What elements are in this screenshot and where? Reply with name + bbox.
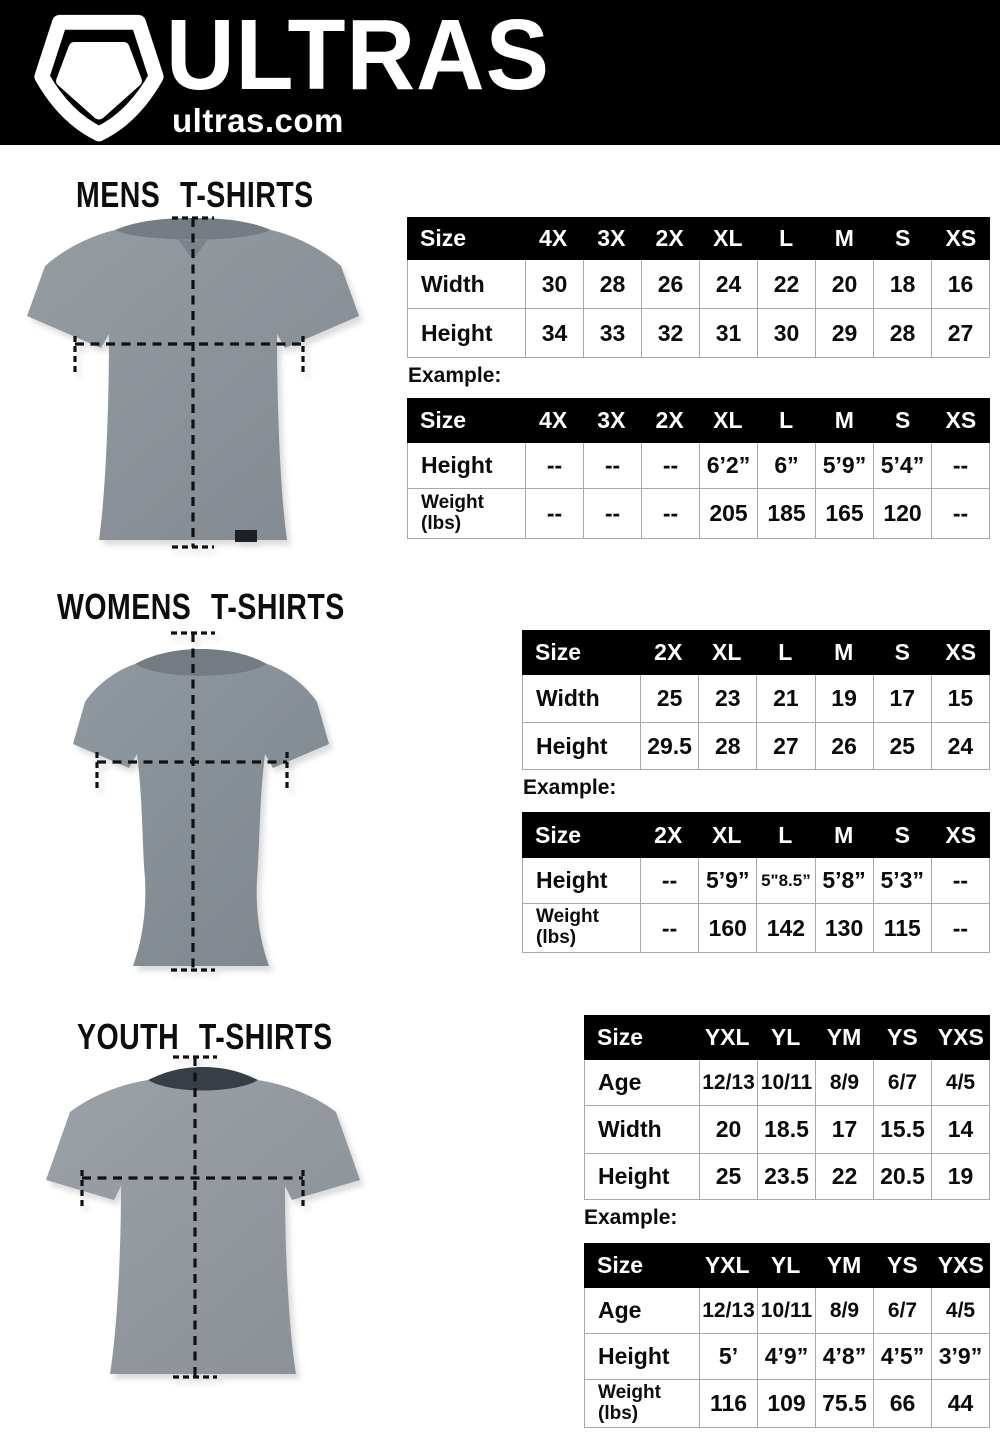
table-cell: -- [526,443,583,488]
youth-example-table-header [584,1243,990,1288]
table-cell: 8/9 [816,1288,873,1333]
column-header: YS [887,1024,918,1050]
table-cell: 4’5” [874,1334,931,1379]
mens-tshirt-image [12,210,390,558]
table-cell: 130 [816,904,873,952]
table-cell: -- [642,443,699,488]
mens-size-table-header [407,217,990,260]
womens-example-table [522,812,990,953]
youth-size-table [584,1015,990,1200]
table-cell: 25 [874,723,931,769]
womens-tshirt-image [45,628,357,978]
table-cell: 205 [700,489,757,538]
womens-size-table-body [522,675,990,770]
table-cell: 33 [584,309,641,357]
table-cell: 22 [758,260,815,308]
table-cell: 30 [526,260,583,308]
table-cell: 26 [816,723,873,769]
row-label-line1: Weight [421,491,484,513]
column-header: YS [887,1252,918,1278]
table-cell: 20 [816,260,873,308]
youth-tshirt-image [10,1050,400,1390]
table-cell: -- [932,443,989,488]
table-cell: 28 [874,309,931,357]
table-cell: 44 [932,1380,989,1427]
table-cell: 5’3” [874,858,931,903]
table-cell: 6/7 [874,1060,931,1105]
row-label-line2: (lbs) [421,512,462,534]
column-header: 3X [597,225,626,251]
column-header: M [834,821,854,848]
column-header: XS [945,225,977,251]
table-cell: -- [932,858,989,903]
table-cell: 120 [874,489,931,538]
table-cell: 4/5 [932,1288,989,1333]
table-cell: -- [526,489,583,538]
column-header: S [894,225,911,251]
column-header: M [834,225,854,251]
table-cell: 6’2” [700,443,757,488]
pentagon-shield-icon [30,6,168,142]
row-label [408,489,525,538]
table-cell: 12/13 [700,1060,757,1105]
column-header: YM [826,1024,862,1050]
table-cell: 75.5 [816,1380,873,1427]
table-cell: 8/9 [816,1060,873,1105]
table-cell: 12/13 [700,1288,757,1333]
womens-example-label: Example: [523,776,617,799]
table-cell: 5’9” [816,443,873,488]
womens-size-table [522,630,990,770]
table-cell: 15.5 [874,1106,931,1153]
table-cell: 14 [932,1106,989,1153]
header-bar [0,0,1000,145]
mens-example-table [407,398,990,539]
table-cell: 30 [758,309,815,357]
column-header: XL [712,821,742,848]
youth-tshirt-body [46,1067,360,1374]
table-cell: -- [641,858,698,903]
womens-tshirt-body [73,649,329,966]
column-header: L [778,821,793,848]
row-label: Height [585,1334,699,1379]
column-header: 4X [539,407,568,433]
table-cell: 66 [874,1380,931,1427]
table-cell: 20 [700,1106,757,1153]
table-cell: 32 [642,309,699,357]
table-cell: 23 [699,675,756,722]
table-cell: 185 [758,489,815,538]
youth-size-table-body [584,1060,990,1200]
column-header: 4X [539,225,568,251]
column-header: Size [420,407,467,433]
column-header: 2X [655,225,684,251]
column-header: 2X [654,639,683,665]
column-header: Size [597,1252,644,1278]
youth-size-table-header [584,1015,990,1060]
table-cell: 4/5 [932,1060,989,1105]
row-label: Width [408,260,525,308]
column-header: Size [597,1024,644,1050]
table-cell: 25 [641,675,698,722]
table-cell: 23.5 [758,1154,815,1199]
table-cell: 34 [526,309,583,357]
column-header: M [834,639,854,665]
column-header: S [894,407,911,433]
row-label: Age [585,1060,699,1105]
table-cell: -- [932,489,989,538]
table-cell: 25 [700,1154,757,1199]
row-label: Height [585,1154,699,1199]
column-header: Size [535,821,582,848]
table-cell: 6” [758,443,815,488]
table-cell: 17 [874,675,931,722]
table-cell: 4’8” [816,1334,873,1379]
table-cell: 115 [874,904,931,952]
column-header: YL [770,1252,801,1278]
table-cell: 28 [584,260,641,308]
column-header: YXS [937,1252,984,1278]
table-cell: 5’9” [699,858,756,903]
mens-example-table-header [407,398,990,443]
column-header: XS [945,639,977,665]
column-header: L [779,407,794,433]
table-cell: -- [641,904,698,952]
column-header: YL [770,1024,801,1050]
row-label: Width [523,675,640,722]
column-header: YXL [704,1024,750,1050]
table-cell: 10/11 [758,1060,815,1105]
youth-section-title: YOUTH T-SHIRTS [77,1018,333,1058]
womens-size-table-header [522,630,990,675]
row-label: Width [585,1106,699,1153]
table-cell: 20.5 [874,1154,931,1199]
row-label: Age [585,1288,699,1333]
table-cell: 26 [642,260,699,308]
mens-size-table [407,217,990,358]
column-header: 3X [597,407,626,433]
womens-section-title: WOMENS T-SHIRTS [57,588,345,628]
column-header: M [834,407,854,433]
youth-example-table [584,1243,990,1428]
table-cell: 5"8.5” [757,858,814,903]
table-cell: 24 [932,723,989,769]
table-cell: 15 [932,675,989,722]
row-label-line1: Weight [536,906,599,928]
table-cell: 3’9” [932,1334,989,1379]
table-cell: 19 [932,1154,989,1199]
row-label: Height [523,858,640,903]
column-header: XS [945,407,977,433]
mens-example-table-body [407,443,990,539]
table-cell: 29 [816,309,873,357]
column-header: 2X [655,407,684,433]
table-cell: 5’ [700,1334,757,1379]
table-cell: 28 [699,723,756,769]
column-header: YXS [937,1024,984,1050]
table-cell: 29.5 [641,723,698,769]
column-header: Size [535,639,582,665]
row-label: Height [408,309,525,357]
table-cell: -- [584,489,641,538]
column-header: L [779,225,794,251]
table-cell: 16 [932,260,989,308]
table-cell: 22 [816,1154,873,1199]
table-cell: 31 [700,309,757,357]
table-cell: 116 [700,1380,757,1427]
column-header: YXL [704,1252,750,1278]
row-label-line1: Weight [598,1381,661,1403]
table-cell: 4’9” [758,1334,815,1379]
column-header: 2X [654,821,683,848]
youth-example-label: Example: [584,1206,678,1229]
table-cell: 5’8” [816,858,873,903]
column-header: Size [420,225,467,251]
table-cell: 24 [700,260,757,308]
mens-example-label: Example: [408,364,502,387]
column-header: L [778,639,793,665]
table-cell: 160 [699,904,756,952]
column-header: XL [712,639,742,665]
table-cell: 142 [757,904,814,952]
mens-section-title: MENS T-SHIRTS [76,176,314,216]
table-cell: 18.5 [758,1106,815,1153]
table-cell: 27 [757,723,814,769]
row-label [523,904,640,952]
brand-name: ULTRAS [166,0,550,111]
table-cell: -- [642,489,699,538]
table-cell: 27 [932,309,989,357]
row-label: Height [523,723,640,769]
column-header: XL [713,225,743,251]
column-header: XS [945,821,977,848]
table-cell: 5’4” [874,443,931,488]
table-cell: 18 [874,260,931,308]
youth-example-table-body [584,1288,990,1428]
table-cell: 109 [758,1380,815,1427]
brand-domain: ultras.com [172,102,344,139]
mens-size-table-body [407,260,990,358]
womens-example-table-header [522,812,990,858]
table-cell: 21 [757,675,814,722]
table-cell: 6/7 [874,1288,931,1333]
column-header: S [894,821,910,848]
table-cell: 17 [816,1106,873,1153]
table-cell: -- [584,443,641,488]
womens-example-table-body [522,858,990,953]
column-header: XL [713,407,743,433]
table-cell: -- [932,904,989,952]
row-label: Height [408,443,525,488]
column-header: S [894,639,910,665]
table-cell: 10/11 [758,1288,815,1333]
row-label-line2: (lbs) [598,1402,639,1424]
row-label-line2: (lbs) [536,927,577,948]
table-cell: 19 [816,675,873,722]
column-header: YM [826,1252,862,1278]
table-cell: 165 [816,489,873,538]
row-label [585,1380,699,1427]
